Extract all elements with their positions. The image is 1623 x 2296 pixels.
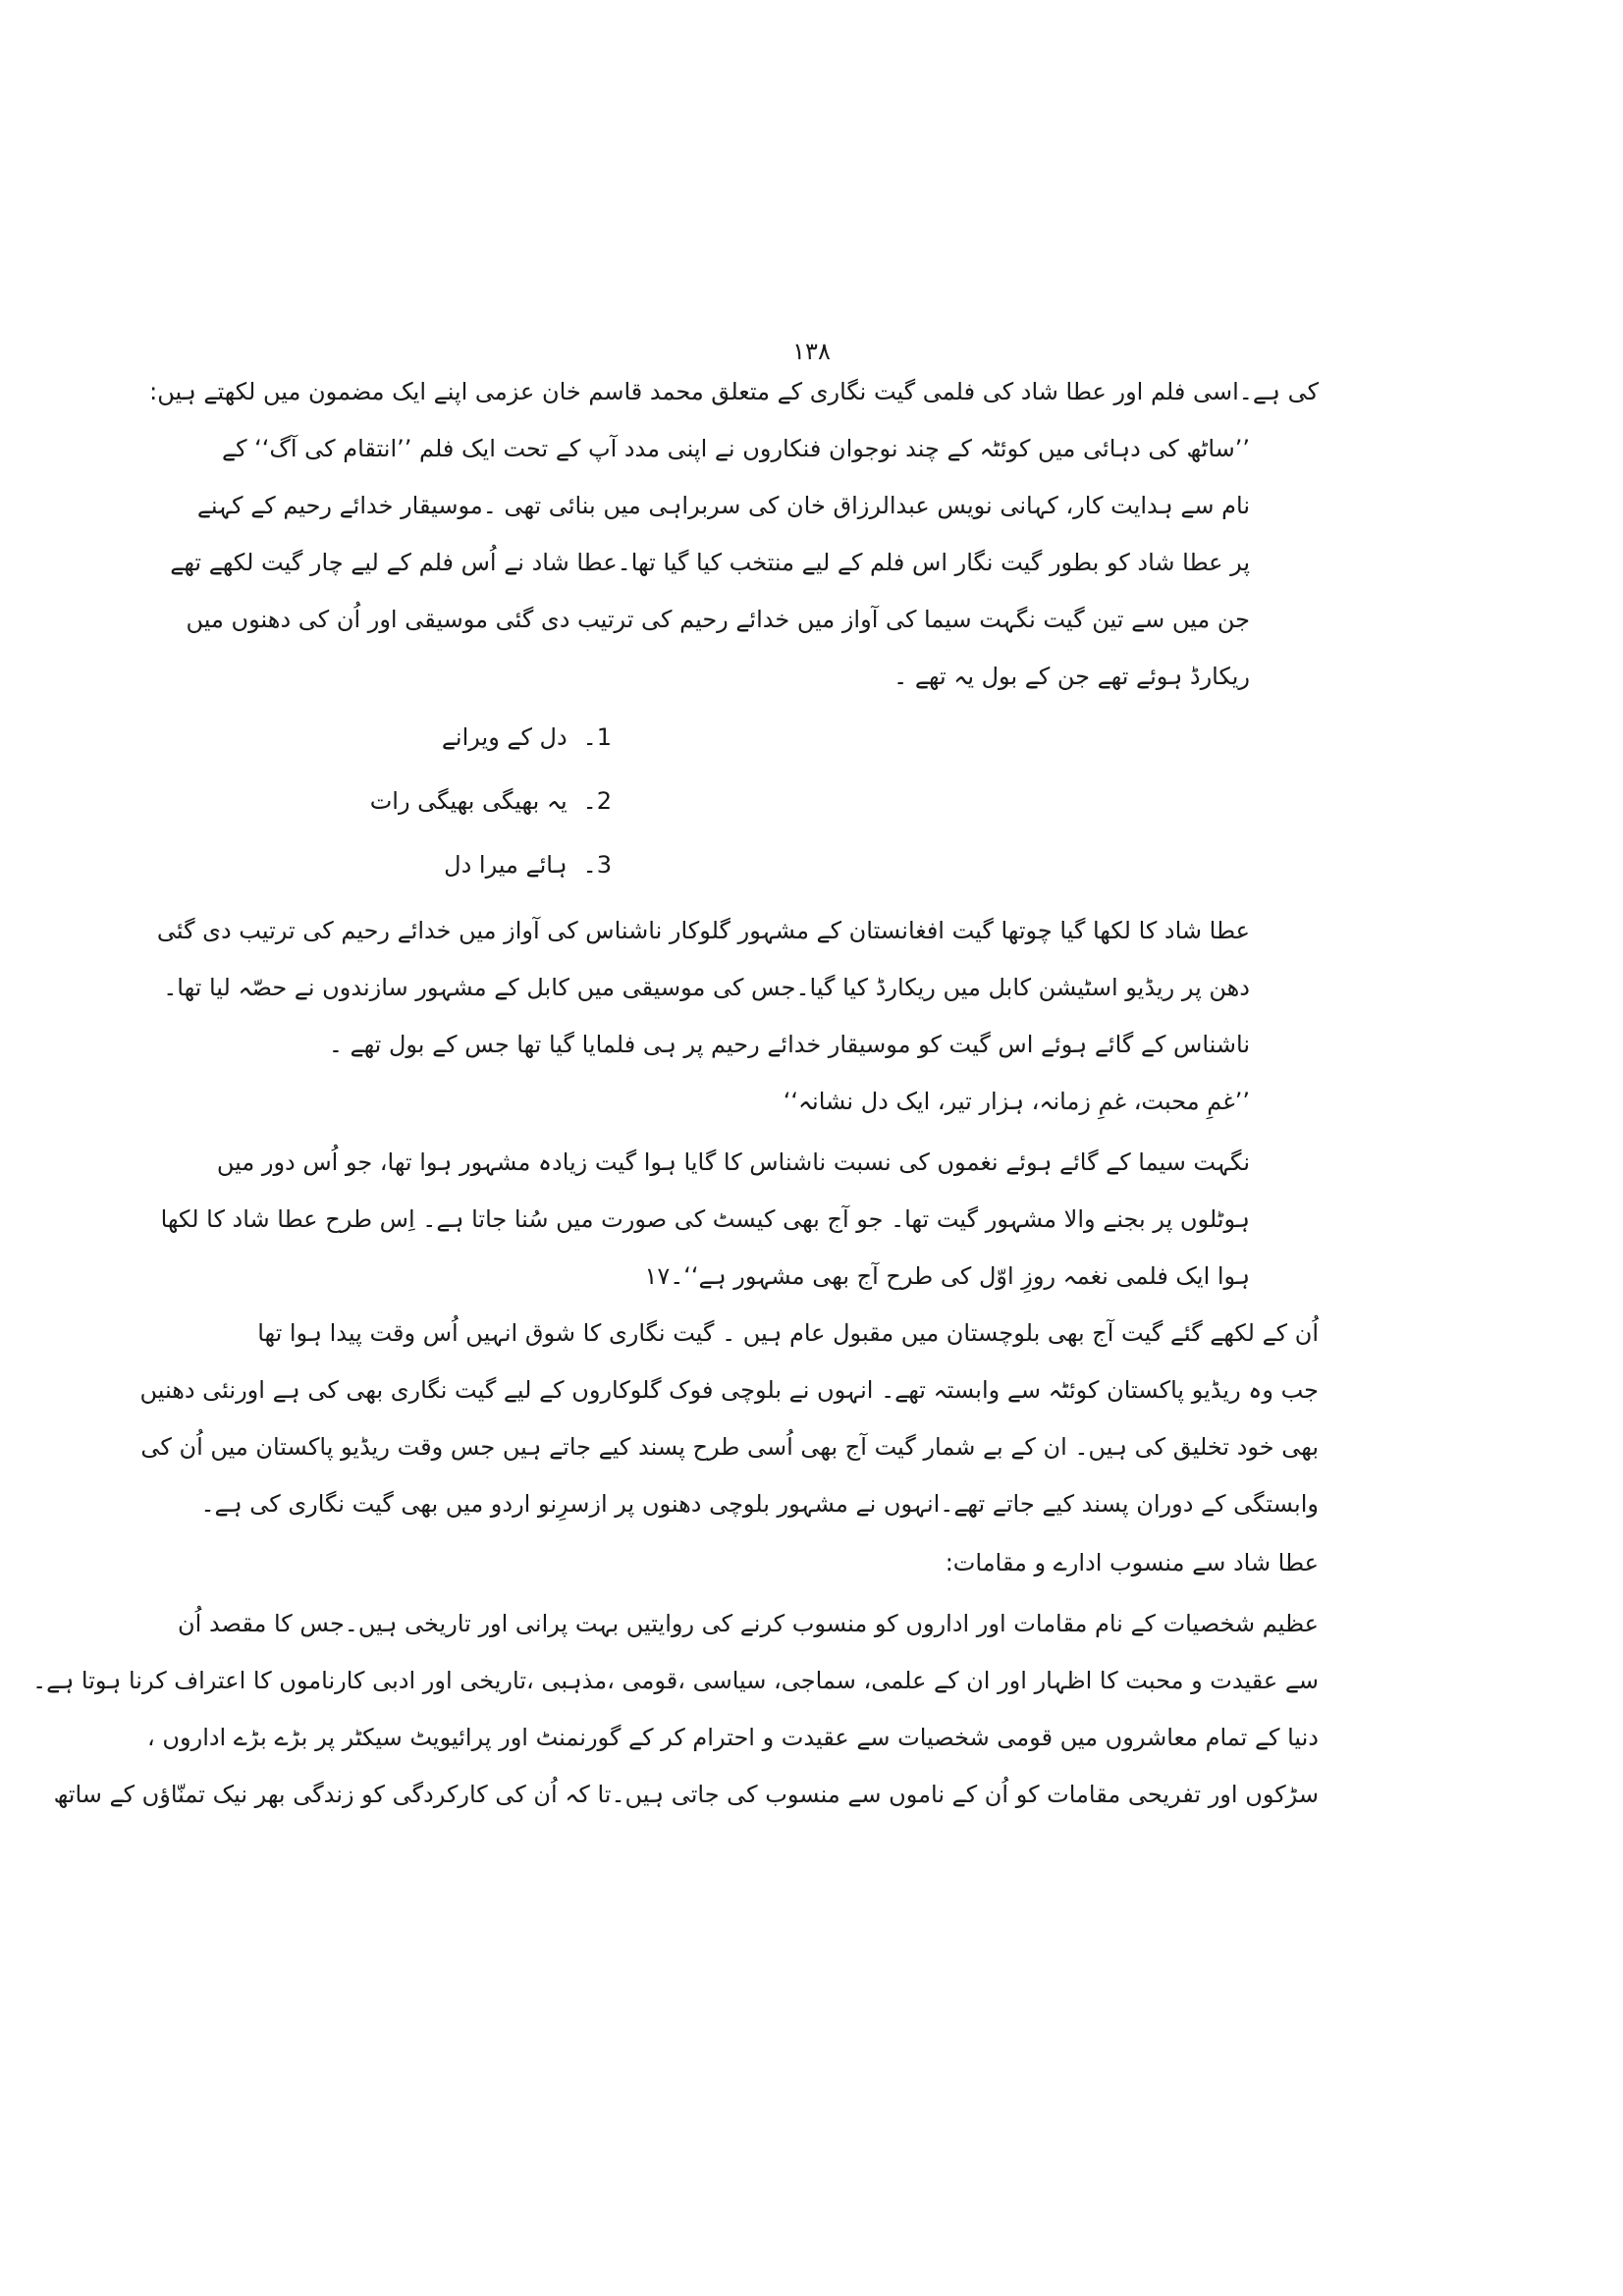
quote-2-line-3: ناشناس کے گائے ہوئے اس گیت کو موسیقار خدائے رحیم پر ہی فلمایا گیا تھا جس کے بول تھے ۔	[328, 1031, 1250, 1058]
quote-3-line-2: ہوٹلوں پر بجنے والا مشہور گیت تھا۔ جو آج بھی کیسٹ کی صورت میں سُنا جاتا ہے۔ اِس طرح عطا شاد کا لکھا	[160, 1205, 1250, 1233]
body-2-line-2: سے عقیدت و محبت کا اظہار اور ان کے علمی، سماجی، سیاسی ،قومی ،مذہبی ،تاریخی اور ادبی کارناموں کا اعتراف کرنا ہوتا ہے۔	[32, 1667, 1319, 1694]
song-number: 2۔	[582, 787, 612, 815]
quote-1-line-2: نام سے ہدایت کار، کہانی نویس عبدالرزاق خان کی سربراہی میں بنائی تھی ۔موسیقار خدائے رحیم کے کہنے	[196, 492, 1250, 519]
song-list-item	[356, 722, 612, 752]
quote-2-line-2: دھن پر ریڈیو اسٹیشن کابل میں ریکارڈ کیا گیا۔جس کی موسیقی میں کابل کے مشہور سازندوں نے حصّہ لیا تھا۔	[163, 974, 1250, 1001]
quote-3-line-1: نگہت سیما کے گائے ہوئے نغموں کی نسبت ناشناس کا گایا ہوا گیت زیادہ مشہور ہوا تھا، جو اُس دور میں	[216, 1148, 1250, 1176]
quote-1-line-4: جن میں سے تین گیت نگہت سیما کی آواز میں خدائے رحیم کی ترتیب دی گئی موسیقی اور اُن کی دھنوں میں	[186, 606, 1250, 633]
song-number: 1۔	[582, 723, 612, 751]
body-2-line-1: عظیم شخصیات کے نام مقامات اور اداروں کو منسوب کرنے کی روایتیں بہت پرانی اور تاریخی ہیں۔جس کا مقصد اُن	[178, 1610, 1319, 1637]
section-heading: عطا شاد سے منسوب ادارے و مقامات:	[945, 1549, 1319, 1576]
song-list-item	[356, 786, 612, 816]
page-number: ۱۳۸	[792, 338, 831, 365]
quote-2-line-1: عطا شاد کا لکھا گیا چوتھا گیت افغانستان کے مشہور گلوکار ناشناس کی آواز میں خدائے رحیم کی ترتیب دی گئی	[156, 917, 1250, 944]
song-number: 3۔	[582, 851, 612, 879]
song-title: دل کے ویرانے	[441, 723, 568, 751]
quote-1-line-1: ’’ساٹھ کی دہائی میں کوئٹہ کے چند نوجوان فنکاروں نے اپنی مدد آپ کے تحت ایک فلم ’’انتقام کی آگ‘‘ کے	[222, 435, 1250, 462]
body-1-line-2: جب وہ ریڈیو پاکستان کوئٹہ سے وابستہ تھے۔ انہوں نے بلوچی فوک گلوکاروں کے لیے گیت نگاری بھی کی ہے اورنئی دھنیں	[139, 1376, 1319, 1404]
song-list-item	[356, 850, 612, 880]
quote-1-line-5: ریکارڈ ہوئے تھے جن کے بول یہ تھے ۔	[893, 663, 1250, 690]
quote-1-line-3: پر عطا شاد کو بطور گیت نگار اس فلم کے لیے منتخب کیا گیا تھا۔عطا شاد نے اُس فلم کے لیے چار گیت لکھے تھے	[170, 549, 1250, 576]
intro-line: کی ہے۔اسی فلم اور عطا شاد کی فلمی گیت نگاری کے متعلق محمد قاسم خان عزمی اپنے ایک مضمون میں لکھتے ہیں:	[149, 378, 1319, 405]
song-title: ہائے میرا دل	[444, 851, 568, 879]
body-1-line-3: بھی خود تخلیق کی ہیں۔ ان کے بے شمار گیت آج بھی اُسی طرح پسند کیے جاتے ہیں جس وقت ریڈیو پاکستان میں اُن کی	[140, 1433, 1319, 1461]
body-1-line-1: اُن کے لکھے گئے گیت آج بھی بلوچستان میں مقبول عام ہیں ۔ گیت نگاری کا شوق انہیں اُس وقت پیدا ہوا تھا	[257, 1319, 1319, 1347]
body-1-line-4: وابستگی کے دوران پسند کیے جاتے تھے۔انہوں نے مشہور بلوچی دھنوں پر ازسرِنو اردو میں بھی گیت نگاری کی ہے۔	[200, 1490, 1319, 1518]
body-2-line-4: سڑکوں اور تفریحی مقامات کو اُن کے ناموں سے منسوب کی جاتی ہیں۔تا کہ اُن کی کارکردگی کو زندگی بھر نیک تمنّاؤں کے ساتھ	[53, 1781, 1319, 1808]
quote-3-line-3: ہوا ایک فلمی نغمہ روزِ اوّل کی طرح آج بھی مشہور ہے‘‘۔۱۷	[644, 1262, 1250, 1290]
song-title: یہ بھیگی بھیگی رات	[369, 787, 568, 815]
body-2-line-3: دنیا کے تمام معاشروں میں قومی شخصیات سے عقیدت و احترام کر کے گورنمنٹ اور پرائیویٹ سیکٹر پر بڑے بڑے اداروں ،	[147, 1724, 1319, 1751]
fourth-song-title: ’’غمِ محبت، غمِ زمانہ، ہزار تیر، ایک دل نشانہ‘‘	[783, 1088, 1250, 1115]
